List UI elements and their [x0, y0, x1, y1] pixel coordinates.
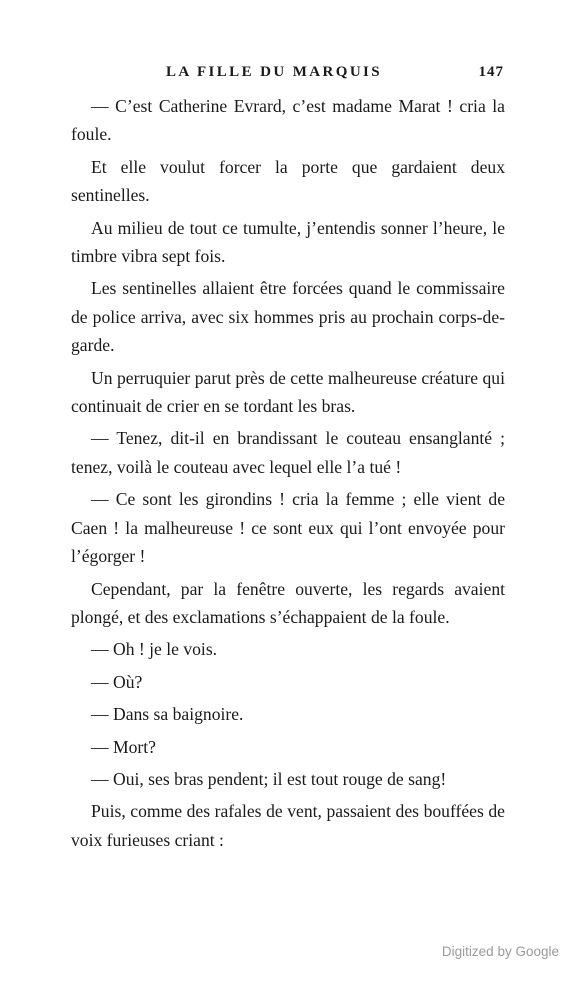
paragraph-10: — Où?	[91, 671, 143, 692]
paragraph-13: — Oui, ses bras pendent; il est tout rouge de sang!	[91, 768, 447, 789]
paragraph-8: Cependant, par la fenêtre ouverte, les regards avaient plongé, et des exclamations s’échappaient de la foule.	[71, 578, 505, 627]
body-text	[71, 92, 505, 854]
paragraph-11: — Dans sa baignoire.	[91, 704, 244, 725]
paragraph-6: — Tenez, dit-il en brandissant le couteau ensanglanté ; tenez, voilà le couteau avec lequel elle l’a tué !	[71, 428, 505, 477]
paragraph-12: — Mort?	[91, 736, 156, 757]
paragraph-9: — Oh ! je le vois.	[91, 639, 218, 660]
paragraph-7: — Ce sont les girondins ! cria la femme ; elle vient de Caen ! la malheureuse ! ce sont eux qui l’ont envoyée pour l’égorger !	[71, 489, 505, 567]
paragraph-2: Et elle voulut forcer la porte que gardaient deux sentinelles.	[71, 156, 505, 206]
page-header	[70, 64, 504, 86]
paragraph-5: Un perruquier parut près de cette malheureuse créature qui continuait de crier en se tordant les bras.	[71, 367, 505, 417]
paragraph-14: Puis, comme des rafales de vent, passaient des bouffées de voix furieuses criant :	[71, 801, 505, 850]
paragraph-1: — C’est Catherine Evrard, c’est madame Marat ! cria la foule.	[71, 96, 505, 145]
paragraph-3: Au milieu de tout ce tumulte, j’entendis sonner l’heure, le timbre vibra sept fois.	[71, 217, 505, 267]
page-number: 147	[478, 64, 504, 80]
digitization-watermark: Digitized by Google	[441, 944, 559, 959]
paragraph-4: Les sentinelles allaient être forcées quand le commissaire de police arriva, avec six hommes pris au prochain corps-de-garde.	[71, 278, 505, 356]
running-title: LA FILLE DU MARQUIS	[166, 64, 383, 80]
